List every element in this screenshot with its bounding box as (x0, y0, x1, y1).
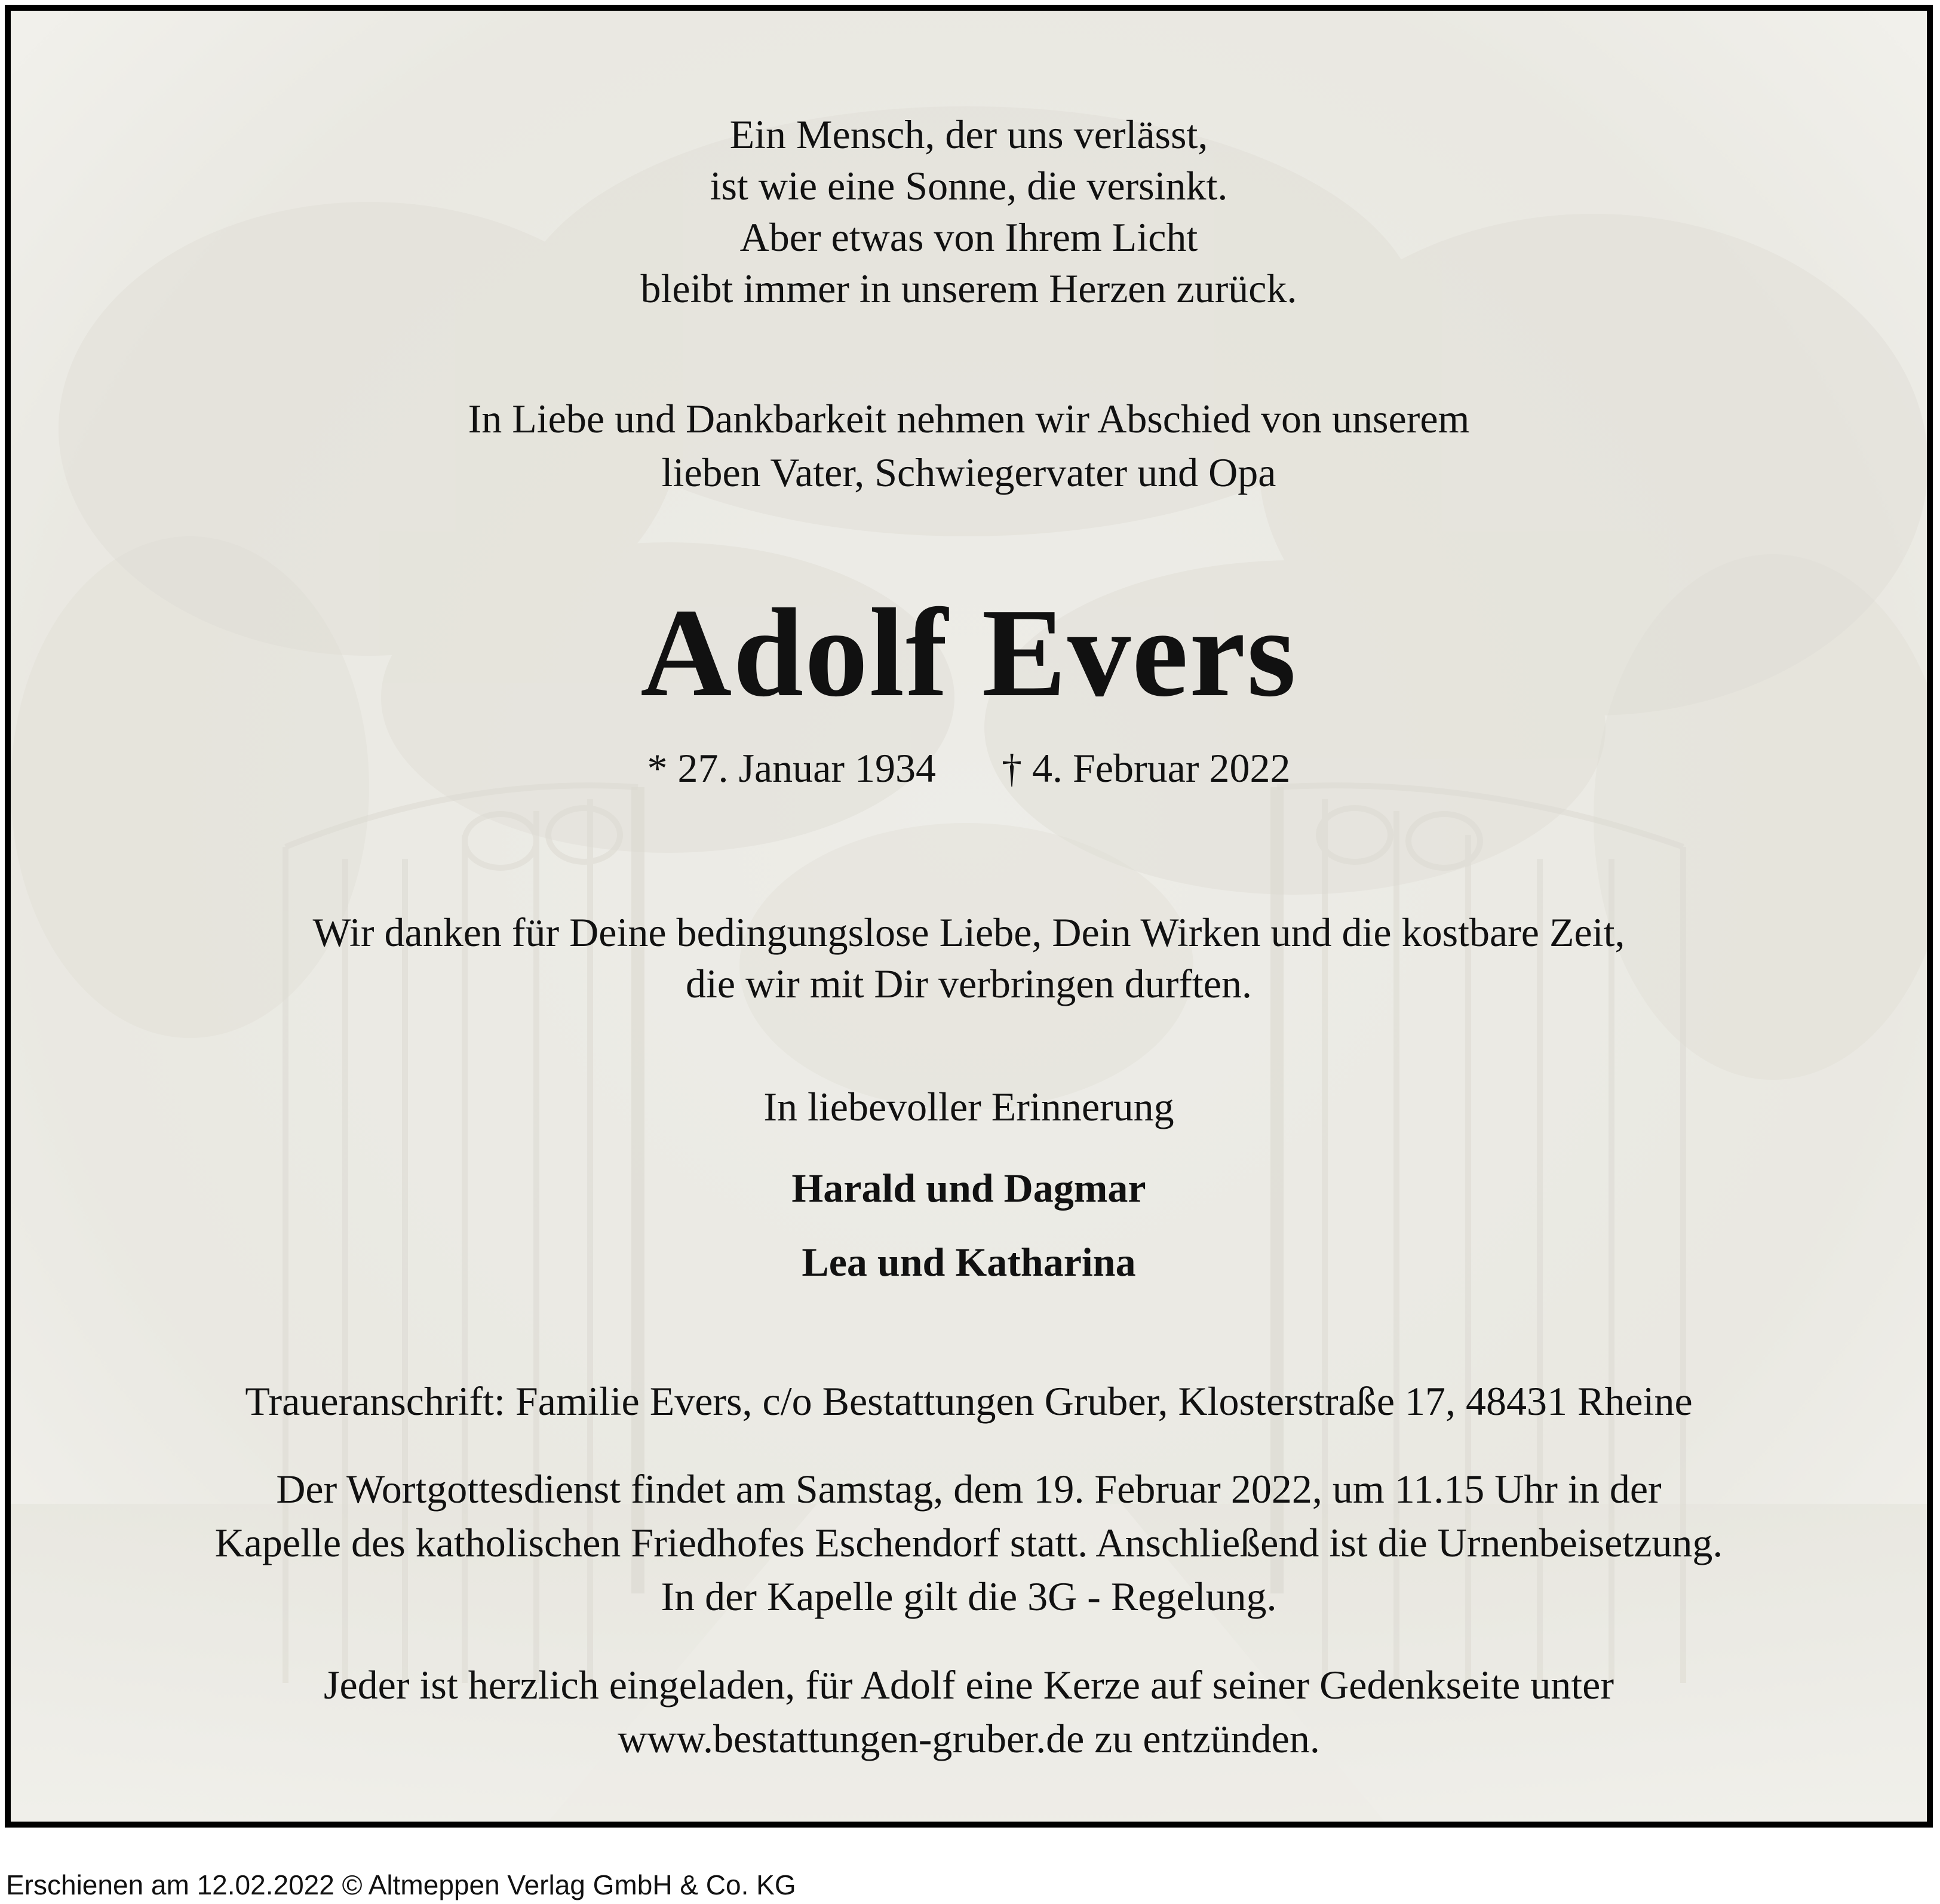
service-line: Kapelle des katholischen Friedhofes Eschendorf statt. Anschließend ist die Urnenbeisetzung. (214, 1520, 1723, 1565)
deceased-name: Adolf Evers (640, 582, 1297, 723)
thanks-line: Wir danken für Deine bedingungslose Liebe, Dein Wirken und die kostbare Zeit, (312, 910, 1625, 955)
service-line: Der Wortgottesdienst findet am Samstag, dem 19. Februar 2022, um 11.15 Uhr in der (276, 1466, 1662, 1512)
mourner-names: Harald und Dagmar (791, 1165, 1146, 1211)
poem-line: Aber etwas von Ihrem Licht (739, 214, 1198, 260)
life-dates (11, 742, 1927, 794)
death-date: † 4. Februar 2022 (1002, 745, 1291, 791)
poem-line: bleibt immer in unserem Herzen zurück. (640, 266, 1297, 311)
intro-line: lieben Vater, Schwiegervater und Opa (661, 450, 1276, 495)
intro-line: In Liebe und Dankbarkeit nehmen wir Abschied von unserem (468, 396, 1470, 441)
invitation-line: Jeder ist herzlich eingeladen, für Adolf eine Kerze auf seiner Gedenkseite unter (324, 1662, 1614, 1708)
mourning-address: Traueranschrift: Familie Evers, c/o Bestattungen Gruber, Klosterstraße 17, 48431 Rheine (245, 1378, 1693, 1424)
poem-line: ist wie eine Sonne, die versinkt. (710, 163, 1228, 208)
service-line: In der Kapelle gilt die 3G - Regelung. (661, 1574, 1277, 1619)
birth-date: * 27. Januar 1934 (647, 745, 936, 791)
remembrance-text: In liebevoller Erinnerung (763, 1084, 1174, 1129)
poem-line: Ein Mensch, der uns verlässt, (729, 112, 1208, 157)
publication-footer: Erschienen am 12.02.2022 © Altmeppen Verlag GmbH & Co. KG (6, 1869, 796, 1900)
mourner-names: Lea und Katharina (802, 1239, 1136, 1285)
obituary-notice (5, 5, 1933, 1828)
invitation-line: www.bestattungen-gruber.de zu entzünden. (618, 1716, 1320, 1761)
notice-text (11, 11, 1927, 1822)
thanks-line: die wir mit Dir verbringen durften. (686, 961, 1252, 1006)
